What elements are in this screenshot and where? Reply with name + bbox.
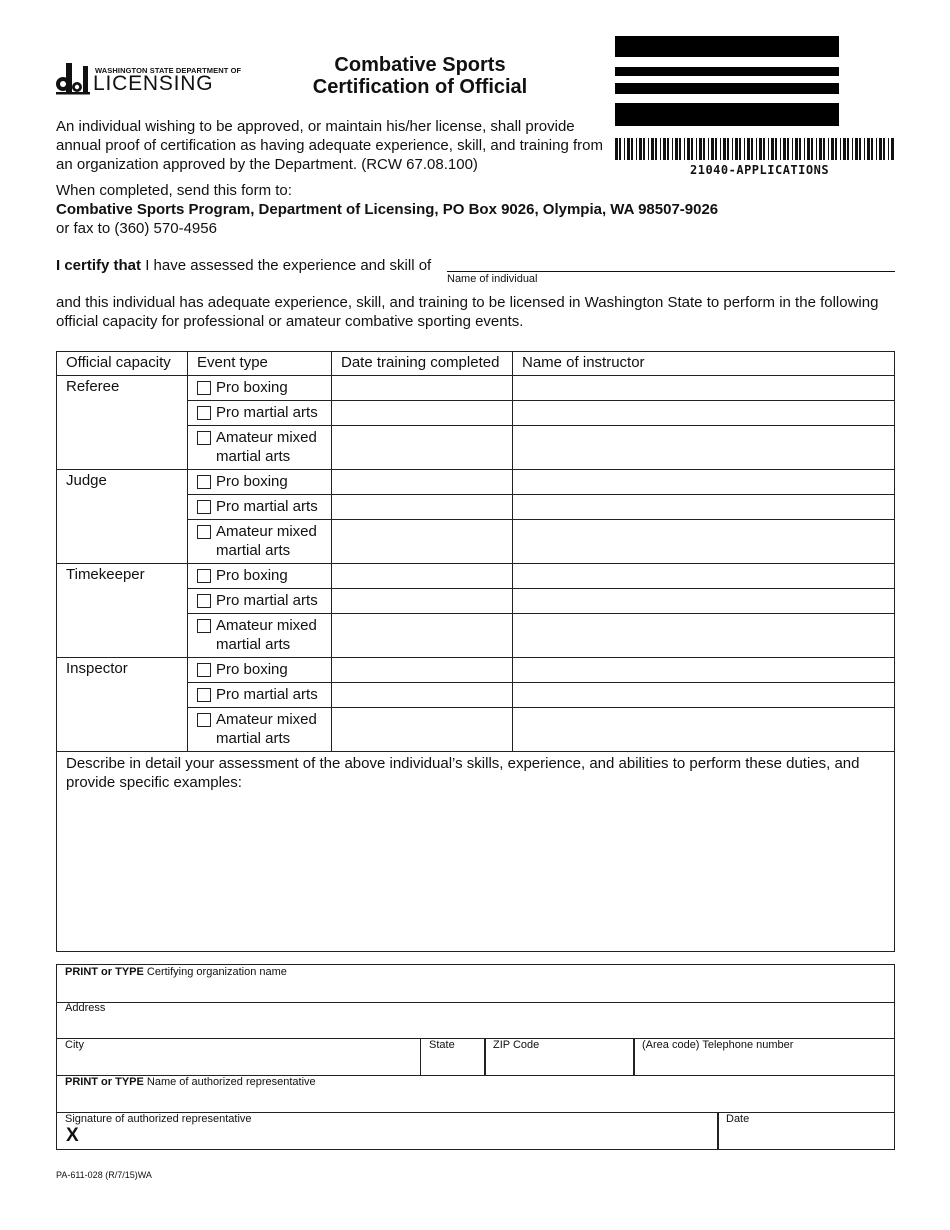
redaction-bar	[615, 36, 839, 57]
barcode-bar	[759, 138, 762, 160]
barcode-bar	[843, 138, 846, 160]
event-checkbox[interactable]	[197, 569, 211, 583]
redaction-bar	[615, 83, 839, 94]
instructor-name-field[interactable]	[513, 564, 895, 589]
barcode-bar	[811, 138, 813, 160]
barcode-bar	[684, 138, 685, 160]
signature-field[interactable]	[56, 1112, 719, 1150]
barcode-bar	[871, 138, 873, 160]
barcode-bar	[831, 138, 834, 160]
barcode-bar	[751, 138, 753, 160]
barcode-bar	[639, 138, 642, 160]
certify-text: I have assessed the experience and skill of	[145, 257, 432, 274]
page-title	[280, 54, 560, 98]
assessment-prompt: Describe in detail your assessment of the above individual’s skills, experience, and abilities to perform these duties, and provide specific examples:	[66, 755, 860, 791]
address-label: Address	[65, 1002, 106, 1014]
event-checkbox[interactable]	[197, 475, 211, 489]
barcode-bar	[780, 138, 781, 160]
barcode-bar	[627, 138, 630, 160]
table-row	[57, 376, 895, 401]
capacity-intro: and this individual has adequate experience, skill, and training to be licensed in Washington State to perform in the following official capacity for professional or amateur combative sporting events.	[56, 294, 879, 330]
barcode-bar	[883, 138, 885, 160]
event-label: Pro boxing	[216, 473, 288, 490]
form-number: PA-611-028 (R/7/15)WA	[56, 1170, 152, 1180]
barcode-bar	[691, 138, 693, 160]
barcode-bar	[744, 138, 745, 160]
barcode-bar	[675, 138, 678, 160]
barcode-bar	[787, 138, 789, 160]
event-checkbox[interactable]	[197, 431, 211, 445]
event-checkbox[interactable]	[197, 525, 211, 539]
barcode-bar	[727, 138, 729, 160]
event-checkbox[interactable]	[197, 500, 211, 514]
instructor-name-field[interactable]	[513, 495, 895, 520]
city-label: City	[65, 1039, 84, 1051]
instructor-name-field[interactable]	[513, 708, 895, 752]
barcode-icon	[615, 138, 895, 160]
event-type-cell	[188, 401, 332, 426]
event-type-cell	[188, 589, 332, 614]
event-type-cell	[188, 376, 332, 401]
date-training-field[interactable]	[332, 614, 513, 658]
table-row	[57, 564, 895, 589]
instructor-name-field[interactable]	[513, 683, 895, 708]
event-label: Pro boxing	[216, 567, 288, 584]
date-training-field[interactable]	[332, 589, 513, 614]
barcode-bar	[711, 138, 714, 160]
barcode-bar	[859, 138, 861, 160]
phone-label: (Area code) Telephone number	[642, 1039, 794, 1051]
date-training-field[interactable]	[332, 495, 513, 520]
barcode-bar	[852, 138, 853, 160]
date-training-field[interactable]	[332, 708, 513, 752]
dol-logo-mark-icon	[56, 62, 92, 96]
barcode-bar	[643, 138, 645, 160]
logo-agency-line: WASHINGTON STATE DEPARTMENT OF	[95, 66, 242, 75]
barcode-bar	[816, 138, 817, 160]
capacity-cell: Timekeeper	[57, 564, 188, 658]
title-line-1: Combative Sports	[334, 54, 506, 76]
barcode-bar	[624, 138, 625, 160]
date-label: Date	[726, 1113, 750, 1125]
org-name-label: PRINT or TYPE Certifying organization name	[65, 966, 287, 978]
barcode-bar	[783, 138, 786, 160]
capacity-cell: Inspector	[57, 658, 188, 752]
logo-brand: LICENSING	[93, 72, 214, 95]
date-training-field[interactable]	[332, 470, 513, 495]
instructor-name-field[interactable]	[513, 376, 895, 401]
event-checkbox[interactable]	[197, 663, 211, 677]
event-type-cell	[188, 470, 332, 495]
date-training-field[interactable]	[332, 520, 513, 564]
barcode-bar	[792, 138, 793, 160]
barcode-bar	[723, 138, 726, 160]
address-field[interactable]	[56, 1001, 895, 1039]
state-label: State	[429, 1039, 455, 1051]
certify-statement	[56, 257, 431, 274]
barcode-bar	[879, 138, 882, 160]
barcode-bar	[855, 138, 858, 160]
barcode-bar	[835, 138, 837, 160]
org-name-field[interactable]	[56, 964, 895, 1003]
zip-label: ZIP Code	[493, 1039, 540, 1051]
barcode-bar	[771, 138, 774, 160]
barcode-bar	[775, 138, 777, 160]
city-field[interactable]	[56, 1038, 421, 1076]
dol-logo	[56, 62, 242, 96]
barcode-bar	[823, 138, 825, 160]
barcode-bar	[631, 138, 633, 160]
event-type-cell	[188, 520, 332, 564]
barcode-bar	[732, 138, 733, 160]
send-fax: or fax to (360) 570-4956	[56, 220, 217, 237]
event-checkbox[interactable]	[197, 406, 211, 420]
date-training-field[interactable]	[332, 376, 513, 401]
barcode-bar	[828, 138, 829, 160]
date-field[interactable]	[717, 1112, 895, 1150]
barcode-bar	[636, 138, 637, 160]
event-label: Pro boxing	[216, 661, 288, 678]
event-type-cell	[188, 658, 332, 683]
barcode-bar	[720, 138, 721, 160]
rep-name-field[interactable]	[56, 1075, 895, 1113]
event-type-cell	[188, 426, 332, 470]
individual-name-caption: Name of individual	[447, 273, 538, 285]
event-checkbox[interactable]	[197, 619, 211, 633]
barcode-bar	[891, 138, 894, 160]
event-type-cell	[188, 564, 332, 589]
barcode-bar	[867, 138, 870, 160]
date-training-field[interactable]	[332, 564, 513, 589]
event-checkbox[interactable]	[197, 381, 211, 395]
barcode-bar	[699, 138, 702, 160]
event-label: Amateur mixed martial arts	[216, 711, 317, 747]
barcode-bar	[763, 138, 765, 160]
event-type-cell	[188, 708, 332, 752]
barcode-bar	[756, 138, 757, 160]
barcode-bar	[679, 138, 681, 160]
capacity-cell: Referee	[57, 376, 188, 470]
barcode-bar	[739, 138, 741, 160]
barcode-bar	[655, 138, 657, 160]
redaction-bar	[615, 103, 839, 126]
event-label: Pro martial arts	[216, 686, 318, 703]
zip-field[interactable]	[484, 1038, 635, 1076]
send-line: When completed, send this form to:	[56, 182, 292, 199]
header-official-capacity: Official capacity	[57, 352, 188, 376]
barcode-bar	[768, 138, 769, 160]
event-label: Amateur mixed martial arts	[216, 617, 317, 653]
certify-lead: I certify that	[56, 257, 142, 274]
instructor-name-field[interactable]	[513, 426, 895, 470]
send-instructions	[56, 181, 896, 238]
barcode-bar	[747, 138, 750, 160]
event-label: Amateur mixed martial arts	[216, 523, 317, 559]
barcode-bar	[807, 138, 810, 160]
barcode-bar	[696, 138, 697, 160]
instructor-name-field[interactable]	[513, 658, 895, 683]
barcode-bar	[619, 138, 621, 160]
barcode-bar	[819, 138, 822, 160]
date-training-field[interactable]	[332, 683, 513, 708]
instructor-name-field[interactable]	[513, 520, 895, 564]
instructor-name-field[interactable]	[513, 589, 895, 614]
barcode-bar	[799, 138, 801, 160]
barcode-bar	[804, 138, 805, 160]
barcode-bar	[687, 138, 690, 160]
state-field[interactable]	[420, 1038, 486, 1076]
signature-x-mark: X	[66, 1125, 79, 1146]
event-label: Amateur mixed martial arts	[216, 429, 317, 465]
event-checkbox[interactable]	[197, 688, 211, 702]
header-instructor: Name of instructor	[513, 352, 895, 376]
table-row	[57, 470, 895, 495]
barcode-bar	[667, 138, 669, 160]
redaction-bar	[615, 67, 839, 76]
barcode-bar	[715, 138, 717, 160]
event-checkbox[interactable]	[197, 713, 211, 727]
intro-paragraph: An individual wishing to be approved, or maintain his/her license, shall provide annual proof of certification as having adequate experience, skill, and training from an organization approved by the Department. (RCW 67.08.100)	[56, 118, 603, 173]
barcode-bar	[840, 138, 841, 160]
barcode-bar	[708, 138, 709, 160]
barcode-bar	[888, 138, 889, 160]
barcode-bar	[651, 138, 654, 160]
title-line-2: Certification of Official	[312, 76, 528, 98]
event-type-cell	[188, 614, 332, 658]
signature-label: Signature of authorized representative	[65, 1113, 252, 1125]
barcode-bar	[672, 138, 673, 160]
assessment-description-field[interactable]	[57, 752, 895, 952]
individual-name-field[interactable]	[447, 271, 895, 272]
barcode-bar	[615, 138, 618, 160]
barcode-text: 21040-APPLICATIONS	[690, 163, 830, 177]
date-training-field[interactable]	[332, 426, 513, 470]
event-type-cell	[188, 495, 332, 520]
header-event-type: Event type	[188, 352, 332, 376]
instructor-name-field[interactable]	[513, 470, 895, 495]
barcode-bar	[847, 138, 849, 160]
event-type-cell	[188, 683, 332, 708]
barcode-bar	[735, 138, 738, 160]
barcode-bar	[795, 138, 798, 160]
rep-name-label: PRINT or TYPE Name of authorized representative	[65, 1076, 316, 1088]
event-label: Pro martial arts	[216, 498, 318, 515]
event-label: Pro boxing	[216, 379, 288, 396]
capacity-table	[56, 351, 895, 952]
barcode-bar	[876, 138, 877, 160]
barcode-bar	[660, 138, 661, 160]
event-checkbox[interactable]	[197, 594, 211, 608]
event-label: Pro martial arts	[216, 592, 318, 609]
barcode-bar	[648, 138, 649, 160]
barcode-bar	[864, 138, 865, 160]
barcode-bar	[663, 138, 666, 160]
instructor-name-field[interactable]	[513, 614, 895, 658]
header-date-training: Date training completed	[332, 352, 513, 376]
event-label: Pro martial arts	[216, 404, 318, 421]
table-row	[57, 658, 895, 683]
date-training-field[interactable]	[332, 658, 513, 683]
barcode-bar	[703, 138, 705, 160]
capacity-cell: Judge	[57, 470, 188, 564]
send-address: Combative Sports Program, Department of Licensing, PO Box 9026, Olympia, WA 98507-9026	[56, 201, 719, 218]
phone-field[interactable]	[633, 1038, 895, 1076]
instructor-name-field[interactable]	[513, 401, 895, 426]
date-training-field[interactable]	[332, 401, 513, 426]
